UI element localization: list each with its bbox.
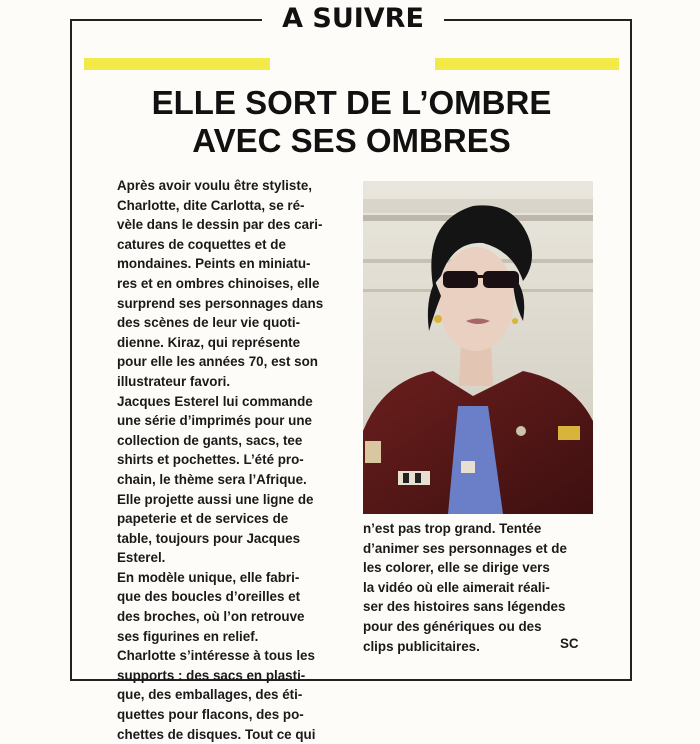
text-line: surprend ses personnages dans <box>117 295 324 311</box>
paragraph <box>117 392 345 568</box>
top-rule-right <box>444 19 632 21</box>
right-column <box>363 519 593 656</box>
left-column <box>117 176 345 744</box>
paragraph <box>117 176 345 392</box>
author-signature: SC <box>560 636 579 651</box>
text-line: d’animer ses personnages et de <box>363 540 567 556</box>
text-line: Jacques Esterel lui commande <box>117 393 313 409</box>
text-line: mondaines. Peints en miniatu- <box>117 256 311 272</box>
text-line: n’est pas trop grand. Tentée <box>363 521 542 536</box>
text-line: une série d’imprimés pour une <box>117 413 312 429</box>
text-line: des scènes de leur vie quoti- <box>117 315 301 331</box>
text-line: Esterel. <box>117 550 166 566</box>
text-line: ser des histoires sans légendes <box>363 599 566 615</box>
text-line: Charlotte s’intéresse à tous les <box>117 648 315 664</box>
text-line: collection de gants, sacs, tee <box>117 432 303 448</box>
paragraph <box>117 568 345 646</box>
text-line: chain, le thème sera l’Afrique. <box>117 471 307 487</box>
portrait-illustration <box>363 181 593 514</box>
text-line: Après avoir voulu être styliste, <box>117 178 312 193</box>
text-line: vèle dans le dessin par des cari- <box>117 217 323 233</box>
text-line: catures de coquettes et de <box>117 236 286 252</box>
text-line: les colorer, elle se dirige vers <box>363 560 550 576</box>
text-line: la vidéo où elle aimerait réali- <box>363 579 550 595</box>
text-line: shirts et pochettes. L’été pro- <box>117 452 304 468</box>
text-line: En modèle unique, elle fabri- <box>117 569 300 585</box>
text-line: des broches, où l’on retrouve <box>117 609 305 625</box>
text-line: chettes de disques. Tout ce qui <box>117 726 316 742</box>
text-line: dienne. Kiraz, qui représente <box>117 334 301 350</box>
paragraph <box>117 646 345 744</box>
portrait-photo <box>363 181 593 514</box>
text-line: papeterie et de services de <box>117 511 289 527</box>
yellow-bar-right <box>435 58 619 70</box>
headline <box>84 84 619 160</box>
text-line: supports : des sacs en plasti- <box>117 667 306 683</box>
text-line: ses figurines en relief. <box>117 628 259 644</box>
text-line: res et en ombres chinoises, elle <box>117 275 320 291</box>
text-line: que, des emballages, des éti- <box>117 687 303 703</box>
text-line: que des boucles d’oreilles et <box>117 589 301 605</box>
text-line: illustrateur favori. <box>117 373 231 389</box>
text-line: clips publicitaires. <box>363 638 480 654</box>
headline-line-2: AVEC SES OMBRES <box>192 122 511 159</box>
headline-line-1: ELLE SORT DE L’OMBRE <box>151 84 552 121</box>
section-kicker: A SUIVRE <box>282 3 424 34</box>
top-rule-left <box>70 19 262 21</box>
yellow-bar-left <box>84 58 270 70</box>
text-line: Charlotte, dite Carlotta, se ré- <box>117 197 305 213</box>
text-line: table, toujours pour Jacques <box>117 530 301 546</box>
text-line: quettes pour flacons, des po- <box>117 707 304 723</box>
text-line: Elle projette aussi une ligne de <box>117 491 314 507</box>
text-line: pour elle les années 70, est son <box>117 354 318 370</box>
text-line: pour des génériques ou des <box>363 618 542 634</box>
paragraph <box>363 519 593 656</box>
